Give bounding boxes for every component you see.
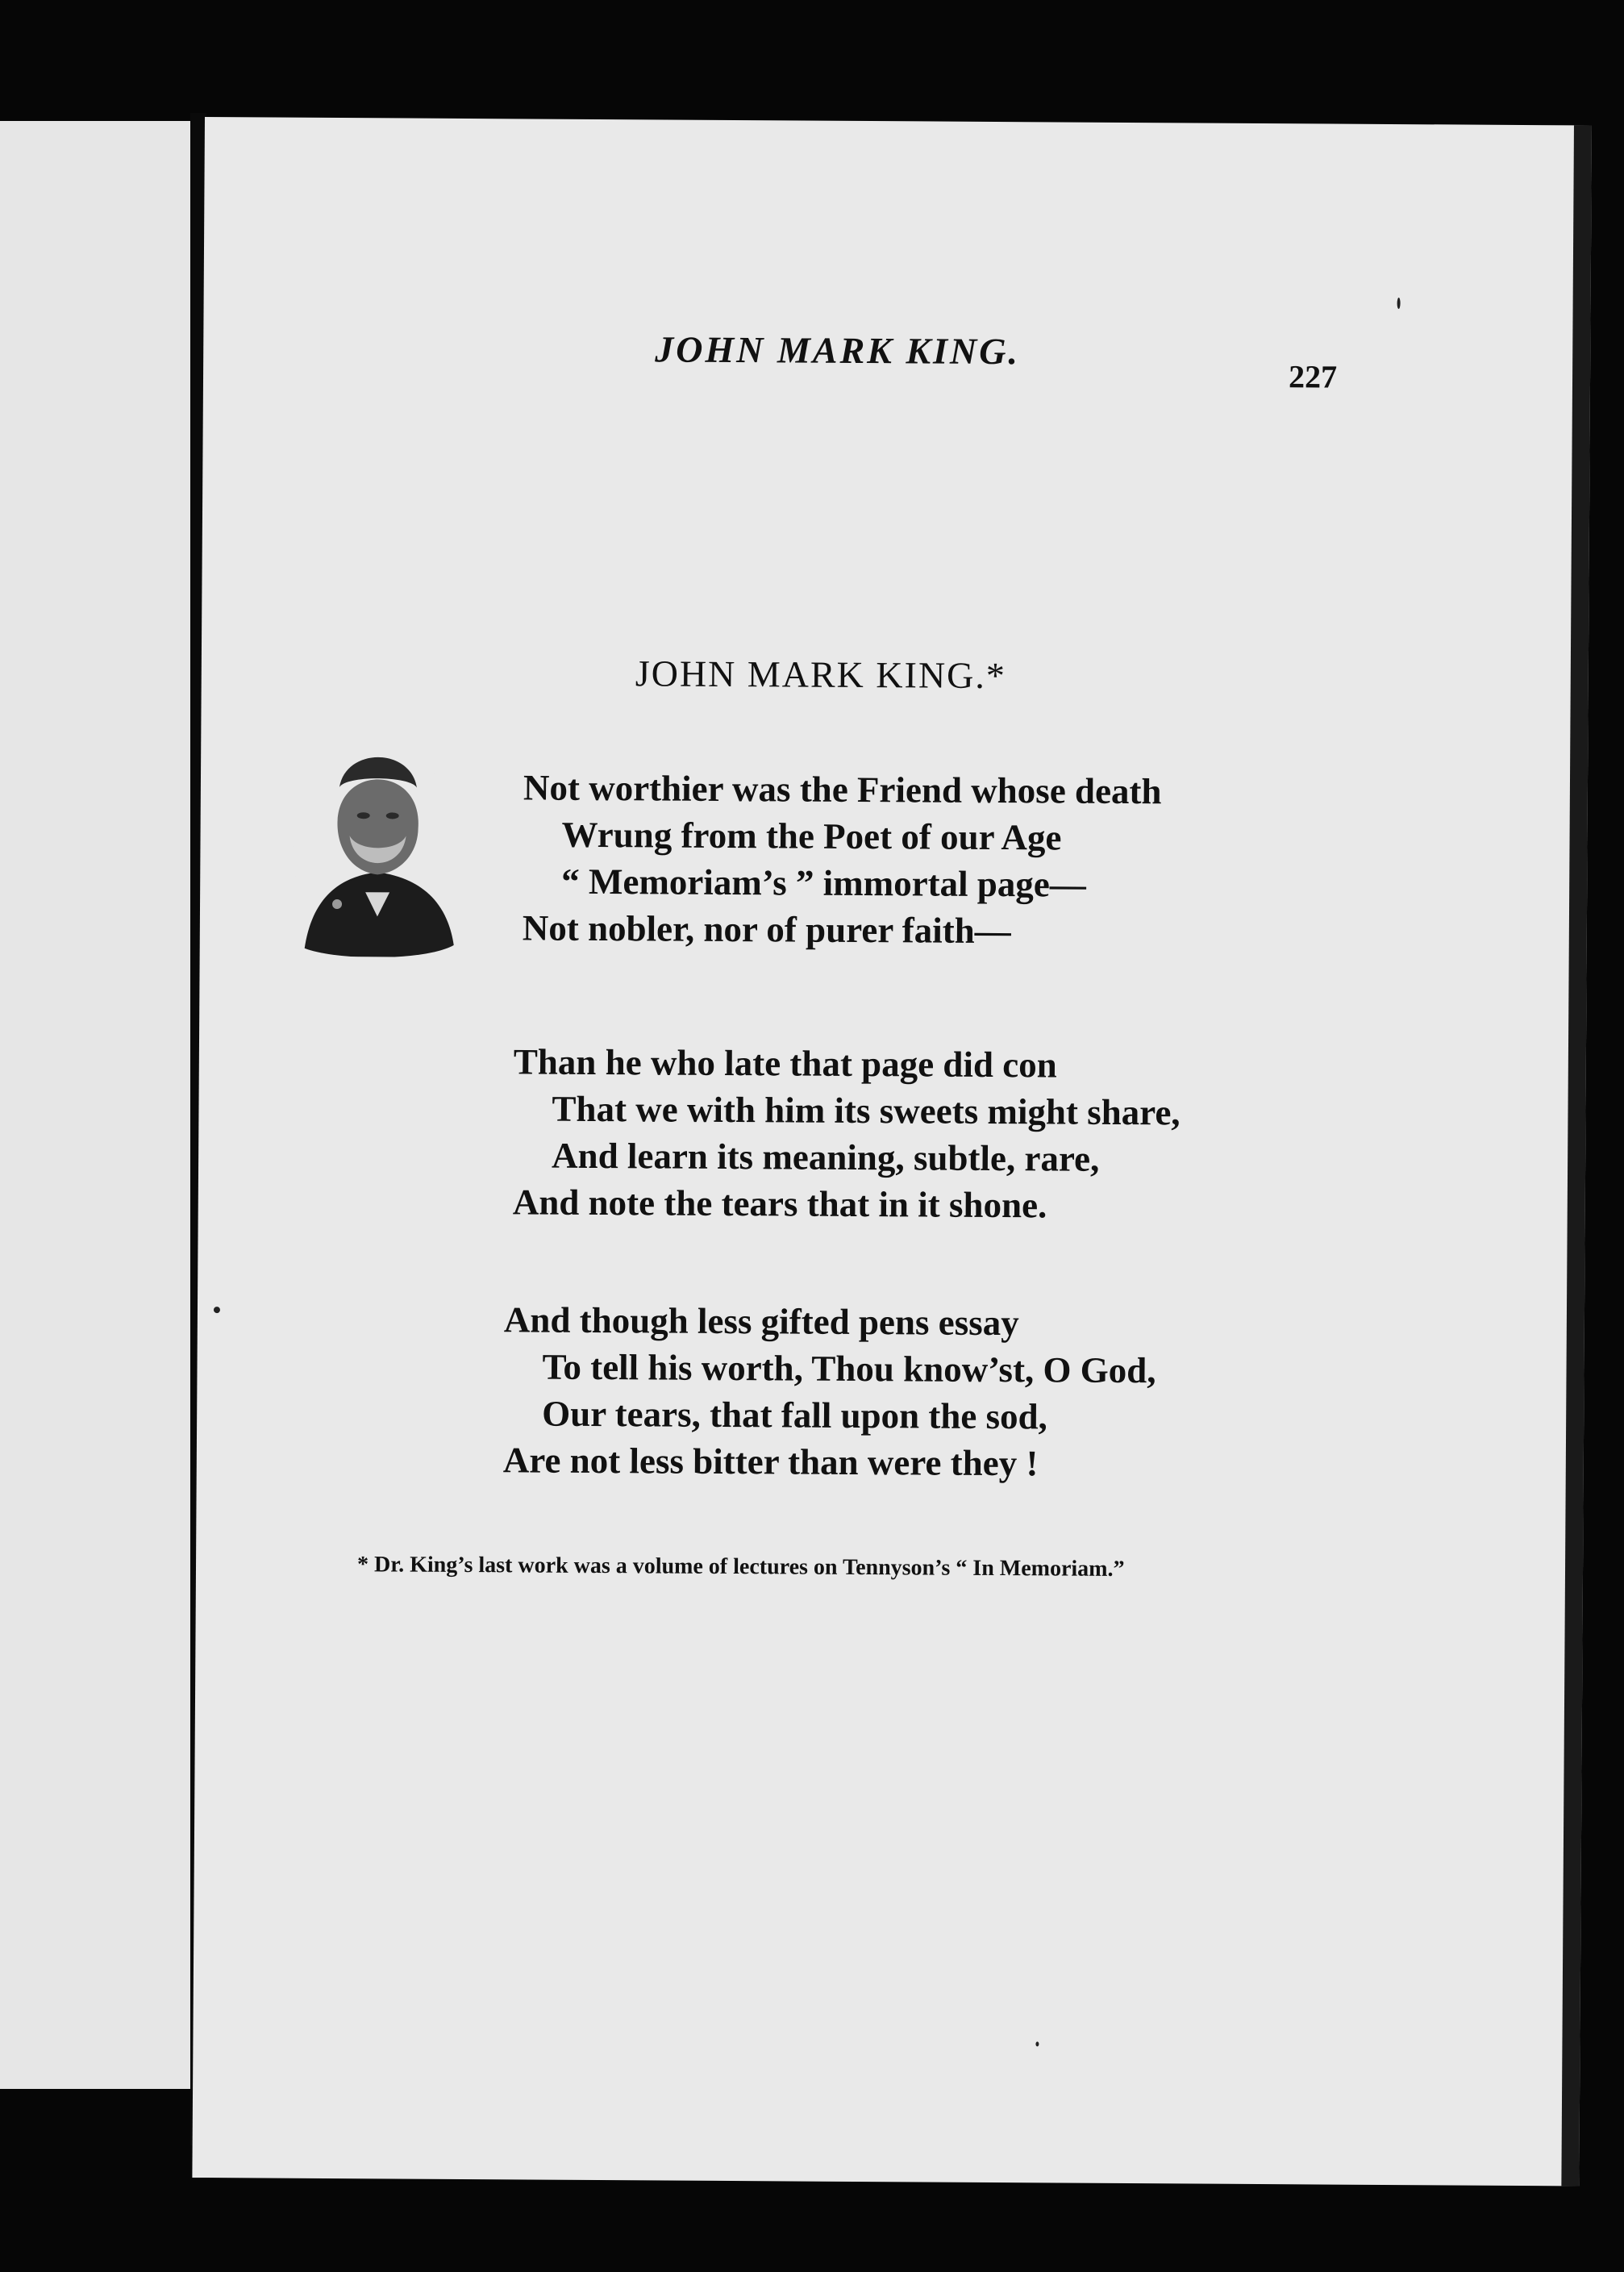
poem-line: “ Memoriam’s ” immortal page— <box>561 861 1087 905</box>
stanza-2 <box>513 1038 1181 1229</box>
poem-line: And note the tears that in it shone. <box>512 1182 1047 1226</box>
poem-line: Not worthier was the Friend whose death <box>523 767 1162 812</box>
scan-speck <box>1397 298 1401 309</box>
running-head-title: JOHN MARK KING. <box>655 328 1021 373</box>
poem-title: JOHN MARK KING.* <box>635 652 1007 697</box>
scan-speck <box>214 1307 220 1313</box>
left-page-margin <box>0 121 192 2089</box>
poem-line: Than he who late that page did con <box>513 1041 1057 1086</box>
poem-line: That we with him its sweets might share, <box>552 1088 1181 1133</box>
poem-line: To tell his worth, Thou know’st, O God, <box>542 1346 1156 1391</box>
poem-line: Our tears, that fall upon the sod, <box>542 1393 1048 1437</box>
page-number: 227 <box>1288 358 1338 395</box>
scan-speck <box>1035 2041 1039 2046</box>
poem-line: Wrung from the Poet of our Age <box>561 814 1062 858</box>
stanza-1 <box>523 764 1162 955</box>
footnote: * Dr. King’s last work was a volume of lectures on Tennyson’s “ In Memoriam.” <box>356 1552 1125 1582</box>
poem-line: And though less gifted pens essay <box>503 1299 1019 1344</box>
book-page <box>192 117 1592 2186</box>
poem-line: And learn its meaning, subtle, rare, <box>551 1135 1100 1179</box>
poem-line: Not nobler, nor of purer faith— <box>522 907 1011 952</box>
poem-line: Are not less bitter than were they ! <box>502 1440 1039 1484</box>
stanza-3 <box>503 1296 1156 1487</box>
portrait-engraving <box>289 731 468 957</box>
